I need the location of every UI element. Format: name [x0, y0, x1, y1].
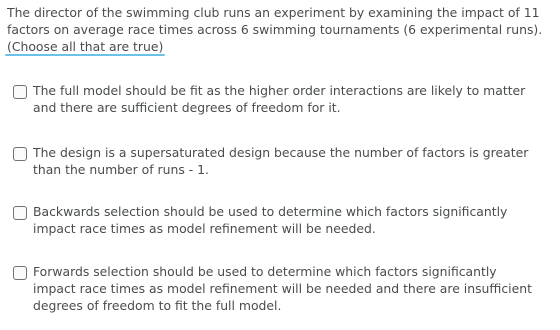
option-2-label[interactable]	[33, 144, 528, 178]
option-4-label[interactable]	[33, 263, 532, 314]
question-instruction: (Choose all that are true)	[7, 39, 164, 54]
question-line: factors on average race times across 6 swimming tournaments (6 experimental runs).	[7, 22, 543, 37]
checkbox-option-2[interactable]	[13, 147, 27, 161]
focus-underline	[5, 54, 165, 56]
option-3-label[interactable]	[33, 203, 507, 237]
option-line: and there are sufficient degrees of freedom for it.	[33, 100, 341, 115]
option-line: degrees of freedom to fit the full model.	[33, 298, 282, 313]
option-line: impact race times as model refinement will be needed and there are insufficient	[33, 281, 532, 296]
checkbox-option-1[interactable]	[13, 85, 27, 99]
option-line: The full model should be fit as the higher order interactions are likely to matter	[33, 83, 526, 98]
option-line: Forwards selection should be used to determine which factors significantly	[33, 264, 497, 279]
option-line: than the number of runs - 1.	[33, 162, 209, 177]
option-line: The design is a supersaturated design because the number of factors is greater	[33, 145, 529, 160]
checkbox-option-4[interactable]	[13, 266, 27, 280]
option-line: impact race times as model refinement will be needed.	[33, 221, 376, 236]
option-line: Backwards selection should be used to determine which factors significantly	[33, 204, 508, 219]
option-1-label[interactable]	[33, 82, 525, 116]
checkbox-option-3[interactable]	[13, 206, 27, 220]
question-line: The director of the swimming club runs an experiment by examining the impact of 11	[7, 5, 540, 20]
question-text	[7, 4, 555, 55]
